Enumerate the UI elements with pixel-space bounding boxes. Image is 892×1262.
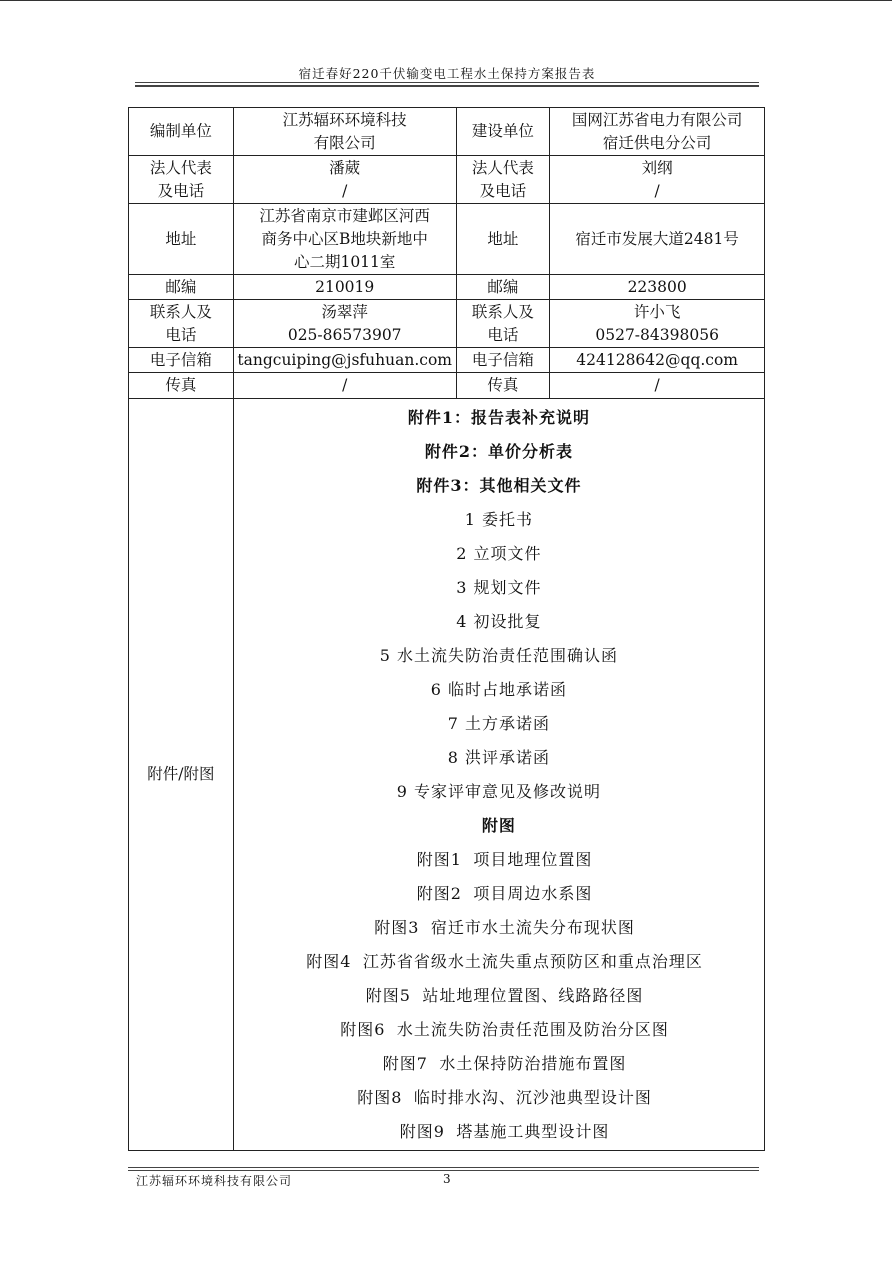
figure-item: 附图4 江苏省省级水土流失重点预防区和重点治理区: [306, 951, 703, 971]
label-construction-unit: 建设单位: [456, 108, 550, 156]
label-contact-2: 联系人及 电话: [456, 300, 550, 348]
footer-company: 江苏辐环环境科技有限公司: [136, 1174, 293, 1188]
attachment-section-1: 附件1：报告表补充说明: [407, 407, 590, 427]
figure-item: 附图7 水土保持防治措施布置图: [382, 1053, 627, 1073]
table-row-address: [129, 204, 765, 275]
label-address: 地址: [129, 204, 234, 275]
value-postcode: 210019: [233, 275, 456, 300]
value-address: 江苏省南京市建邺区河西 商务中心区B地块新地中 心二期1011室: [233, 204, 456, 275]
label-email-2: 电子信箱: [456, 348, 550, 373]
value-legal-rep: 潘葳 /: [233, 156, 456, 204]
label-postcode-2: 邮编: [456, 275, 550, 300]
footer-rule-2: [128, 1170, 759, 1171]
label-address-2: 地址: [456, 204, 550, 275]
label-attachments: 附件/附图: [129, 399, 234, 1151]
figure-item: 附图6 水土流失防治责任范围及防治分区图: [340, 1019, 669, 1039]
value-construction-unit: 国网江苏省电力有限公司 宿迁供电分公司: [550, 108, 765, 156]
value-legal-rep-2: 刘纲 /: [550, 156, 765, 204]
list-item: 1 委托书: [464, 509, 534, 529]
value-compiling-unit: 江苏辐环环境科技 有限公司: [233, 108, 456, 156]
table-row-contact: [129, 300, 765, 348]
table-row-postcode: [129, 275, 765, 300]
report-info-table: [128, 107, 765, 1151]
table-row-fax: [129, 373, 765, 399]
figure-item: 附图3 宿迁市水土流失分布现状图: [374, 917, 635, 937]
header-rule-thick: [135, 85, 759, 87]
value-email-2: 424128642@qq.com: [550, 348, 765, 373]
list-item: 2 立项文件: [456, 543, 542, 563]
value-address-2: 宿迁市发展大道2481号: [550, 204, 765, 275]
value-postcode-2: 223800: [550, 275, 765, 300]
list-item: 4 初设批复: [456, 611, 542, 631]
list-item: 9 专家评审意见及修改说明: [396, 781, 602, 801]
label-contact: 联系人及 电话: [129, 300, 234, 348]
label-legal-rep-2: 法人代表 及电话: [456, 156, 550, 204]
table-row-attachments: [129, 399, 765, 1151]
table-row-email: [129, 348, 765, 373]
attachments-list: [233, 399, 764, 1151]
list-item: 8 洪评承诺函: [447, 747, 551, 767]
figure-item: 附图9 塔基施工典型设计图: [399, 1121, 610, 1141]
list-item: 6 临时占地承诺函: [430, 679, 568, 699]
footer-rule: [128, 1167, 759, 1168]
header-rule: [135, 82, 759, 83]
label-fax-2: 传真: [456, 373, 550, 399]
value-contact-2: 许小飞 0527-84398056: [550, 300, 765, 348]
value-fax-2: /: [550, 373, 765, 399]
label-postcode: 邮编: [129, 275, 234, 300]
page-number: 3: [443, 1172, 451, 1186]
label-legal-rep: 法人代表 及电话: [129, 156, 234, 204]
figure-item: 附图2 项目周边水系图: [416, 883, 593, 903]
list-item: 3 规划文件: [456, 577, 542, 597]
attachment-section-3: 附件3：其他相关文件: [416, 475, 582, 495]
figure-item: 附图5 站址地理位置图、线路路径图: [365, 985, 644, 1005]
list-item: 7 土方承诺函: [447, 713, 551, 733]
label-email: 电子信箱: [129, 348, 234, 373]
page-top-border: [0, 0, 892, 1]
attachment-section-2: 附件2：单价分析表: [424, 441, 573, 461]
label-fax: 传真: [129, 373, 234, 399]
figures-heading: 附图: [481, 815, 516, 835]
table-row-compiler: [129, 108, 765, 156]
value-email: tangcuiping@jsfuhuan.com: [233, 348, 456, 373]
figure-item: 附图1 项目地理位置图: [416, 849, 593, 869]
value-contact: 汤翠萍 025-86573907: [233, 300, 456, 348]
value-fax: /: [233, 373, 456, 399]
table-row-legal-rep: [129, 156, 765, 204]
list-item: 5 水土流失防治责任范围确认函: [379, 645, 619, 665]
label-compiling-unit: 编制单位: [129, 108, 234, 156]
figure-item: 附图8 临时排水沟、沉沙池典型设计图: [357, 1087, 652, 1107]
page-header-title: 宿迁春好220千伏输变电工程水土保持方案报告表: [298, 66, 596, 81]
